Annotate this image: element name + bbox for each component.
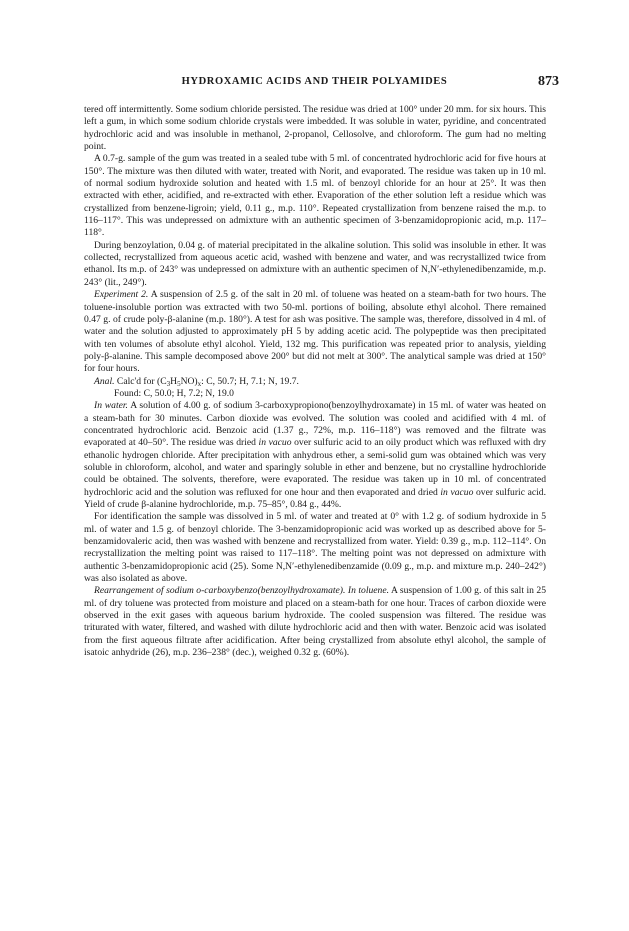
analysis-line xyxy=(84,376,546,388)
analysis-text-3: NO) xyxy=(180,375,198,387)
analysis-subscript-2: 5 xyxy=(177,379,181,388)
paragraph-rearrangement xyxy=(84,585,546,659)
analysis-subscript-1: 3 xyxy=(166,379,171,388)
found-line: Found: C, 50.0; H, 7.2; N, 19.0 xyxy=(114,387,234,399)
paragraph-in-water xyxy=(84,400,546,511)
paragraph-benzoylation: During benzoylation, 0.04 g. of material precipitated in the alkaline solution. This solid was insoluble in ether. It was collected, recrystallized from aqueous acetic acid, washed with benzene and water, and was recrystallized twice from ethanol. Its m.p. of 243° was undepressed on admixture with an authentic specimen of N,N′-ethylenedibenzamide, m.p. 243° (lit., 249°). xyxy=(84,239,546,288)
in-vacuo-1: in vacuo xyxy=(258,437,292,449)
paragraph-continuation: tered off intermittently. Some sodium chloride persisted. The residue was dried at 100° under 20 mm. for six hours. This left a gum, in which some sodium chloride crystals were imbedded. It was soluble in water, pyridine, and concentrated hydrochloric acid and was insoluble in methanol, 2-propanol, Cellosolve, and chloroform. The gum had no melting point. xyxy=(84,104,546,153)
paragraph-experiment-2 xyxy=(84,289,546,375)
running-head xyxy=(0,76,629,96)
page-number: 873 xyxy=(538,74,559,89)
experiment-2-text: A suspension of 2.5 g. of the salt in 20 ml. of toluene was heated on a steam-bath for two hours. The toluene-insoluble portion was extracted with two 50-ml. portions of boiling, absolute ethyl alcohol. There remained 0.47 g. of crude poly-β-alanine (m.p. 180°). A test for ash was positive. The sample was, therefore, dissolved in 4 ml. of water and the solution adjusted to approximately pH 5 by adding acetic acid. The polypeptide was then precipitated with ten volumes of absolute ethyl alcohol. Yield, 132 mg. This purification was repeated prior to analysis, yielding poly-β-alanine. This sample decomposed above 200° but did not melt at 300°. The analytical sample was dried at 150° for four hours. xyxy=(84,289,546,375)
rearrangement-label: Rearrangement of sodium o-carboxybenzo(benzoylhydroxamate). In toluene. xyxy=(94,585,389,597)
body-text xyxy=(84,104,546,659)
in-water-text-2: over sulfuric acid to an oily product which was refluxed with dry ethanolic hydrogen chloride. After precipitation with anhydrous ether, a semi-solid gum was obtained which was very soluble in chloroform, alcohol, and water and sparingly soluble in ether and benzene, but no crystalline hydrochloride could be obtained. The solvents, therefore, were evaporated. The residue was taken up in 10 ml. of concentrated hydrochloric acid and the solution was refluxed for one hour and then evaporated and dried xyxy=(84,437,546,498)
in-vacuo-2: in vacuo xyxy=(440,486,474,498)
in-water-text-1: A solution of 4.00 g. of sodium 3-carboxypropiono(benzoylhydroxamate) in 15 ml. of water was heated on a steam-bath for 30 minutes. Carbon dioxide was evolved. The solution was cooled and acidified with 4 ml. of concentrated hydrochloric acid. Benzoic acid (1.37 g., 72%, m.p. 116–118°) was removed and the filtrate was evaporated at 40–50°. The residue was dried xyxy=(84,400,546,449)
analysis-text-1: Calc'd for (C xyxy=(114,375,167,387)
analysis-label: Anal. xyxy=(94,375,115,387)
rearrangement-text: A suspension of 1.00 g. of this salt in 25 ml. of dry toluene was protected from moisture and placed on a steam-bath for one hour. Traces of carbon dioxide were observed in the exit gases with aqueous barium hydroxide. The cooled suspension was filtered. The residue was triturated with water, filtered, and washed with dilute hydrochloric acid and then with water. Benzoic acid was isolated from the first aqueous filtrate after acidification. After being crystallized from absolute ethyl alcohol, the sample of isatoic anhydride (26), m.p. 236–238° (dec.), weighed 0.32 g. (60%). xyxy=(84,585,547,659)
analysis-text-4: : C, 50.7; H, 7.1; N, 19.7. xyxy=(201,375,299,387)
in-water-label: In water. xyxy=(94,400,128,412)
experiment-2-label: Experiment 2. xyxy=(94,289,149,301)
paragraph-hydrolysis: A 0.7-g. sample of the gum was treated in a sealed tube with 5 ml. of concentrated hydrochloric acid for five hours at 150°. The mixture was then diluted with water, treated with Norit, and evaporated. The residue was taken up in 10 ml. of normal sodium hydroxide solution and heated with 1.5 ml. of benzoyl chloride for an hour at 25°. It was then extracted with ether, acidified, and re-extracted with ether. Evaporation of the ether solution left a residue which was crystallized from benzene-ligroin; yield, 0.11 g., m.p. 110°. Repeated crystallization from benzene raised the m.p. to 116–117°. This was undepressed on admixture with an authentic specimen of 3-benzamidopropionic acid, m.p. 117–118°. xyxy=(84,153,546,239)
paragraph-identification: For identification the sample was dissolved in 5 ml. of water and treated at 0° with 1.2 g. of sodium hydroxide in 5 ml. of water and 1.5 g. of benzoyl chloride. The 3-benzamidopropionic acid was worked up as described above for 5-benzamidovaleric acid, then was washed with benzene and recrystallized from water. Yield: 0.39 g., m.p. 112–114°. On recrystallization the melting point was raised to 117–118°. The melting point was not depressed on admixture with authentic 3-benzamidopropionic acid (25). Some N,N′-ethylenedibenzamide (0.09 g., m.p. and mixture m.p. 240–242°) was also isolated as above. xyxy=(84,511,546,585)
analysis-text-2: H xyxy=(170,375,178,387)
running-title: HYDROXAMIC ACIDS AND THEIR POLYAMIDES xyxy=(181,76,448,87)
analysis-subscript-3: x xyxy=(197,379,202,388)
in-water-text-3: over sulfuric acid. Yield of crude β-alanine hydrochloride, m.p. 75–85°, 0.84 g., 44%. xyxy=(84,486,546,510)
